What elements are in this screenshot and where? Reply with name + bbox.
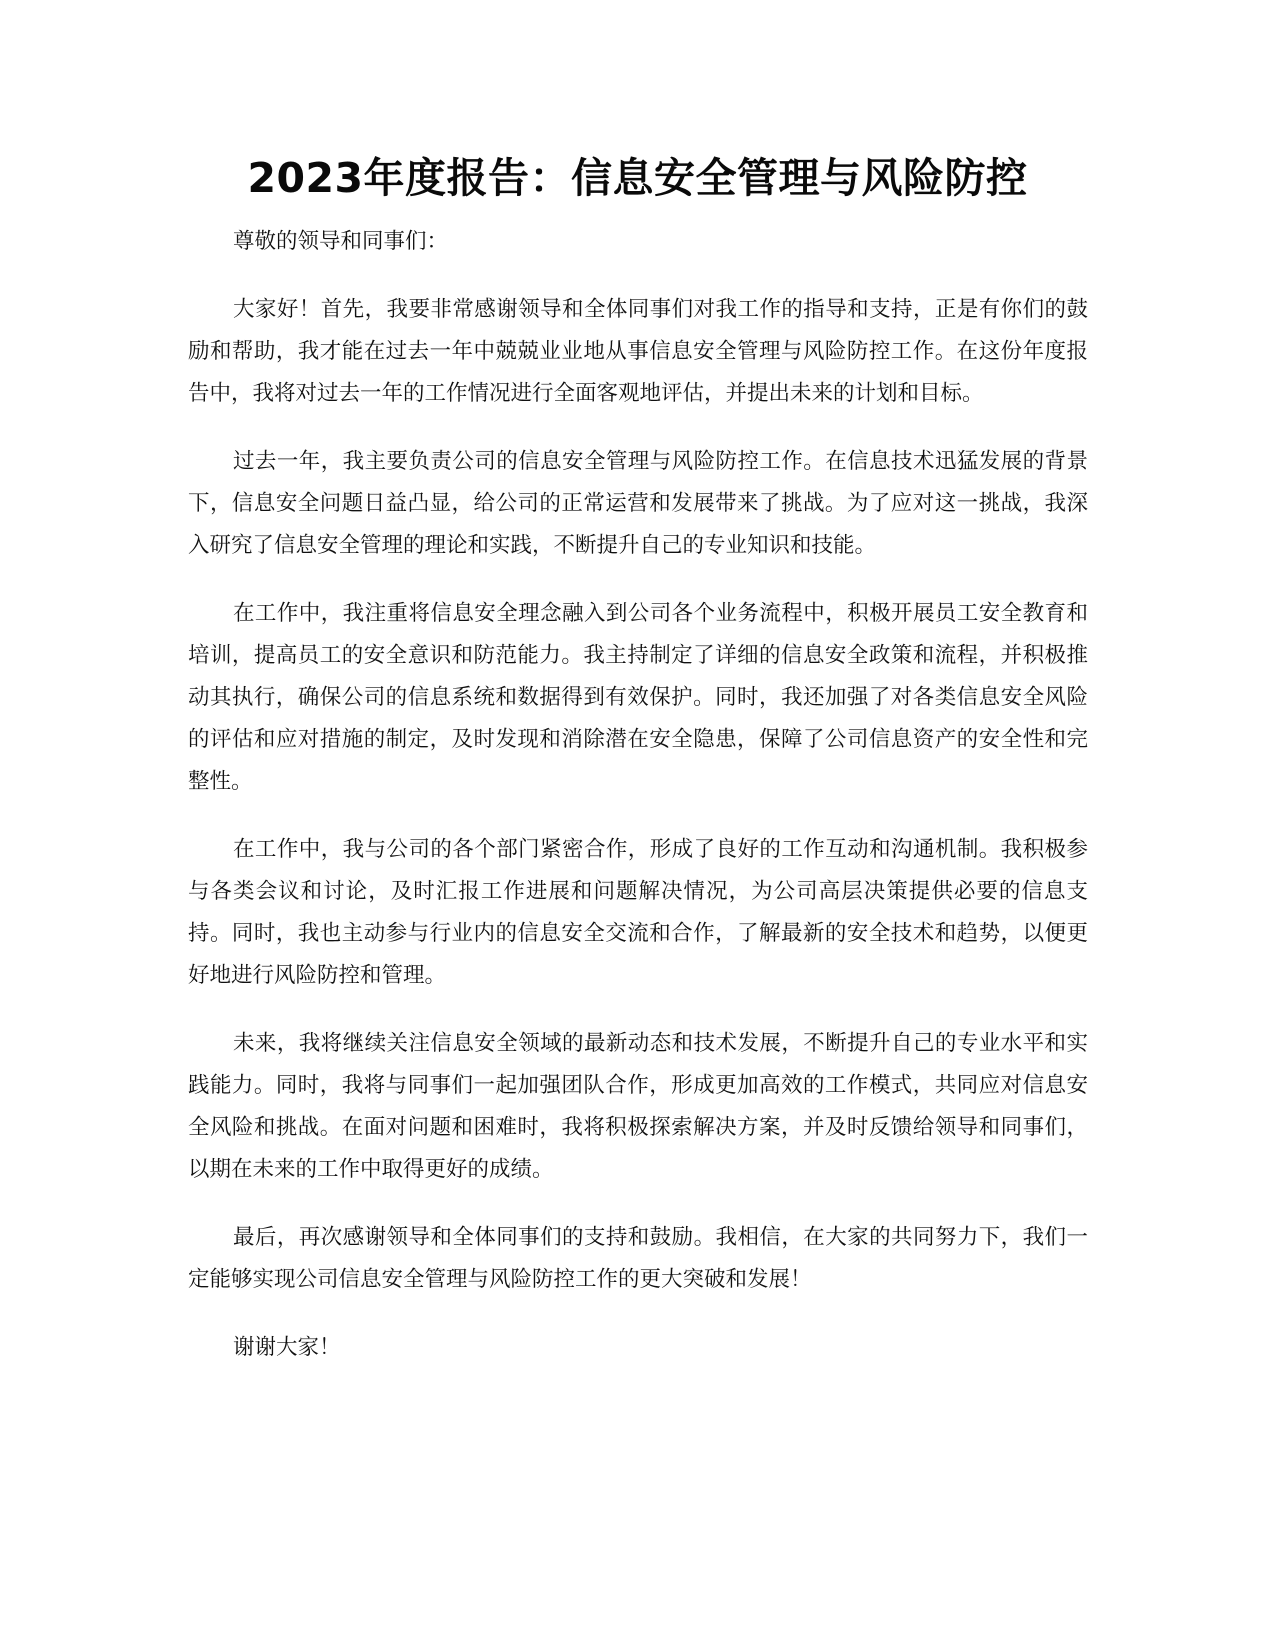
- paragraph-collaboration: 在工作中，我与公司的各个部门紧密合作，形成了良好的工作互动和沟通机制。我积极参与各类会议和讨论，及时汇报工作进展和问题解决情况，为公司高层决策提供必要的信息支持。同时，我也主动参与行业内的信息安全交流和合作，了解最新的安全技术和趋势，以便更好地进行风险防控和管理。: [188, 837, 1088, 988]
- page-title: 2023年度报告：信息安全管理与风险防控: [247, 154, 1028, 202]
- salutation: 尊敬的领导和同事们：: [233, 229, 449, 254]
- paragraph-future-plans: 未来，我将继续关注信息安全领域的最新动态和技术发展，不断提升自己的专业水平和实践能力。同时，我将与同事们一起加强团队合作，形成更加高效的工作模式，共同应对信息安全风险和挑战。在面对问题和困难时，我将积极探索解决方案，并及时反馈给领导和同事们，以期在未来的工作中取得更好的成绩。: [188, 1031, 1088, 1182]
- paragraph-opening: 大家好！首先，我要非常感谢领导和全体同事们对我工作的指导和支持，正是有你们的鼓励和帮助，我才能在过去一年中兢兢业业地从事信息安全管理与风险防控工作。在这份年度报告中，我将对过去一年的工作情况进行全面客观地评估，并提出未来的计划和目标。: [188, 297, 1088, 406]
- document-body: [188, 221, 1088, 1395]
- sign-off: 谢谢大家！: [233, 1335, 341, 1360]
- paragraph-security-work: 在工作中，我注重将信息安全理念融入到公司各个业务流程中，积极开展员工安全教育和培训，提高员工的安全意识和防范能力。我主持制定了详细的信息安全政策和流程，并积极推动其执行，确保公司的信息系统和数据得到有效保护。同时，我还加强了对各类信息安全风险的评估和应对措施的制定，及时发现和消除潜在安全隐患，保障了公司信息资产的安全性和完整性。: [188, 601, 1088, 794]
- paragraph-responsibilities: 过去一年，我主要负责公司的信息安全管理与风险防控工作。在信息技术迅猛发展的背景下，信息安全问题日益凸显，给公司的正常运营和发展带来了挑战。为了应对这一挑战，我深入研究了信息安全管理的理论和实践，不断提升自己的专业知识和技能。: [188, 449, 1088, 558]
- paragraph-closing: 最后，再次感谢领导和全体同事们的支持和鼓励。我相信，在大家的共同努力下，我们一定能够实现公司信息安全管理与风险防控工作的更大突破和发展！: [188, 1225, 1088, 1292]
